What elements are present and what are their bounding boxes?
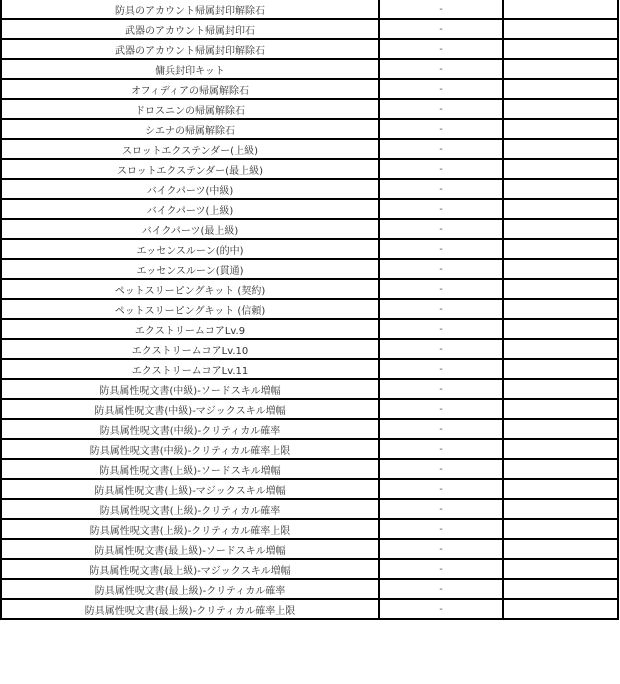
item-extra-cell bbox=[503, 179, 618, 199]
table-row bbox=[1, 259, 618, 279]
item-extra-cell bbox=[503, 559, 618, 579]
item-extra-cell bbox=[503, 319, 618, 339]
item-name-cell: 防具属性呪文書(上級)-ソードスキル増幅 bbox=[1, 459, 379, 479]
table-row bbox=[1, 199, 618, 219]
item-table-body bbox=[1, 0, 618, 619]
item-extra-cell bbox=[503, 339, 618, 359]
item-extra-cell bbox=[503, 79, 618, 99]
item-extra-cell bbox=[503, 299, 618, 319]
item-extra-cell bbox=[503, 279, 618, 299]
table-row bbox=[1, 579, 618, 599]
item-name-cell: スロットエクステンダー(最上級) bbox=[1, 159, 379, 179]
item-extra-cell bbox=[503, 379, 618, 399]
item-name-cell: 防具属性呪文書(最上級)-クリティカル確率 bbox=[1, 579, 379, 599]
item-name-cell: バイクパーツ(上級) bbox=[1, 199, 379, 219]
table-row bbox=[1, 399, 618, 419]
item-value-cell: - bbox=[379, 279, 503, 299]
table-row bbox=[1, 379, 618, 399]
item-name-cell: エッセンスルーン(貫通) bbox=[1, 259, 379, 279]
item-value-cell: - bbox=[379, 159, 503, 179]
item-extra-cell bbox=[503, 19, 618, 39]
table-row bbox=[1, 599, 618, 619]
item-value-cell: - bbox=[379, 399, 503, 419]
item-name-cell: エクストリームコアLv.9 bbox=[1, 319, 379, 339]
table-row bbox=[1, 59, 618, 79]
item-extra-cell bbox=[503, 0, 618, 19]
table-row bbox=[1, 559, 618, 579]
item-value-cell: - bbox=[379, 319, 503, 339]
item-value-cell: - bbox=[379, 419, 503, 439]
item-extra-cell bbox=[503, 539, 618, 559]
item-name-cell: シエナの帰属解除石 bbox=[1, 119, 379, 139]
table-row bbox=[1, 419, 618, 439]
item-name-cell: 防具属性呪文書(中級)-クリティカル確率上限 bbox=[1, 439, 379, 459]
item-extra-cell bbox=[503, 459, 618, 479]
item-name-cell: エッセンスルーン(的中) bbox=[1, 239, 379, 259]
item-value-cell: - bbox=[379, 239, 503, 259]
item-extra-cell bbox=[503, 59, 618, 79]
item-extra-cell bbox=[503, 479, 618, 499]
item-name-cell: 武器のアカウント帰属封印石 bbox=[1, 19, 379, 39]
item-extra-cell bbox=[503, 599, 618, 619]
item-value-cell: - bbox=[379, 259, 503, 279]
item-name-cell: 防具属性呪文書(最上級)-マジックスキル増幅 bbox=[1, 559, 379, 579]
item-value-cell: - bbox=[379, 499, 503, 519]
item-extra-cell bbox=[503, 99, 618, 119]
item-name-cell: バイクパーツ(最上級) bbox=[1, 219, 379, 239]
item-extra-cell bbox=[503, 519, 618, 539]
table-row bbox=[1, 219, 618, 239]
table-row bbox=[1, 99, 618, 119]
table-row bbox=[1, 359, 618, 379]
table-row bbox=[1, 319, 618, 339]
item-value-cell: - bbox=[379, 439, 503, 459]
table-row bbox=[1, 499, 618, 519]
item-name-cell: オフィディアの帰属解除石 bbox=[1, 79, 379, 99]
table-row bbox=[1, 459, 618, 479]
table-row bbox=[1, 0, 618, 19]
item-name-cell: エクストリームコアLv.11 bbox=[1, 359, 379, 379]
item-value-cell: - bbox=[379, 459, 503, 479]
item-value-cell: - bbox=[379, 99, 503, 119]
table-row bbox=[1, 119, 618, 139]
table-row bbox=[1, 79, 618, 99]
item-value-cell: - bbox=[379, 119, 503, 139]
item-extra-cell bbox=[503, 199, 618, 219]
table-row bbox=[1, 479, 618, 499]
item-extra-cell bbox=[503, 439, 618, 459]
item-value-cell: - bbox=[379, 479, 503, 499]
table-row bbox=[1, 539, 618, 559]
table-row bbox=[1, 159, 618, 179]
item-value-cell: - bbox=[379, 0, 503, 19]
item-value-cell: - bbox=[379, 599, 503, 619]
item-name-cell: 傭兵封印キット bbox=[1, 59, 379, 79]
item-value-cell: - bbox=[379, 179, 503, 199]
item-name-cell: 武器のアカウント帰属封印解除石 bbox=[1, 39, 379, 59]
item-extra-cell bbox=[503, 579, 618, 599]
item-value-cell: - bbox=[379, 579, 503, 599]
item-value-cell: - bbox=[379, 79, 503, 99]
item-name-cell: ペットスリーピングキット (契約) bbox=[1, 279, 379, 299]
item-extra-cell bbox=[503, 399, 618, 419]
item-value-cell: - bbox=[379, 299, 503, 319]
table-row bbox=[1, 439, 618, 459]
item-value-cell: - bbox=[379, 59, 503, 79]
item-name-cell: 防具属性呪文書(上級)-マジックスキル増幅 bbox=[1, 479, 379, 499]
item-value-cell: - bbox=[379, 199, 503, 219]
item-name-cell: ドロスニンの帰属解除石 bbox=[1, 99, 379, 119]
item-extra-cell bbox=[503, 239, 618, 259]
item-extra-cell bbox=[503, 259, 618, 279]
item-extra-cell bbox=[503, 499, 618, 519]
item-value-cell: - bbox=[379, 559, 503, 579]
item-extra-cell bbox=[503, 119, 618, 139]
item-extra-cell bbox=[503, 39, 618, 59]
item-name-cell: スロットエクステンダー(上級) bbox=[1, 139, 379, 159]
item-name-cell: ペットスリーピングキット (信頼) bbox=[1, 299, 379, 319]
item-value-cell: - bbox=[379, 19, 503, 39]
table-row bbox=[1, 239, 618, 259]
item-name-cell: 防具属性呪文書(最上級)-クリティカル確率上限 bbox=[1, 599, 379, 619]
table-row bbox=[1, 519, 618, 539]
item-name-cell: 防具属性呪文書(上級)-クリティカル確率 bbox=[1, 499, 379, 519]
item-value-cell: - bbox=[379, 359, 503, 379]
item-extra-cell bbox=[503, 139, 618, 159]
item-extra-cell bbox=[503, 159, 618, 179]
item-name-cell: 防具属性呪文書(中級)-クリティカル確率 bbox=[1, 419, 379, 439]
item-extra-cell bbox=[503, 219, 618, 239]
item-value-cell: - bbox=[379, 539, 503, 559]
item-value-cell: - bbox=[379, 39, 503, 59]
table-row bbox=[1, 299, 618, 319]
item-value-cell: - bbox=[379, 219, 503, 239]
item-value-cell: - bbox=[379, 339, 503, 359]
table-row bbox=[1, 339, 618, 359]
item-name-cell: 防具属性呪文書(上級)-クリティカル確率上限 bbox=[1, 519, 379, 539]
item-name-cell: 防具属性呪文書(最上級)-ソードスキル増幅 bbox=[1, 539, 379, 559]
item-name-cell: 防具属性呪文書(中級)-ソードスキル増幅 bbox=[1, 379, 379, 399]
item-extra-cell bbox=[503, 419, 618, 439]
table-row bbox=[1, 19, 618, 39]
table-row bbox=[1, 139, 618, 159]
table-row bbox=[1, 279, 618, 299]
table-row bbox=[1, 39, 618, 59]
item-value-cell: - bbox=[379, 519, 503, 539]
item-name-cell: 防具属性呪文書(中級)-マジックスキル増幅 bbox=[1, 399, 379, 419]
item-name-cell: エクストリームコアLv.10 bbox=[1, 339, 379, 359]
item-name-cell: バイクパーツ(中級) bbox=[1, 179, 379, 199]
table-row bbox=[1, 179, 618, 199]
item-value-cell: - bbox=[379, 379, 503, 399]
item-name-cell: 防具のアカウント帰属封印解除石 bbox=[1, 0, 379, 19]
item-value-cell: - bbox=[379, 139, 503, 159]
item-extra-cell bbox=[503, 359, 618, 379]
